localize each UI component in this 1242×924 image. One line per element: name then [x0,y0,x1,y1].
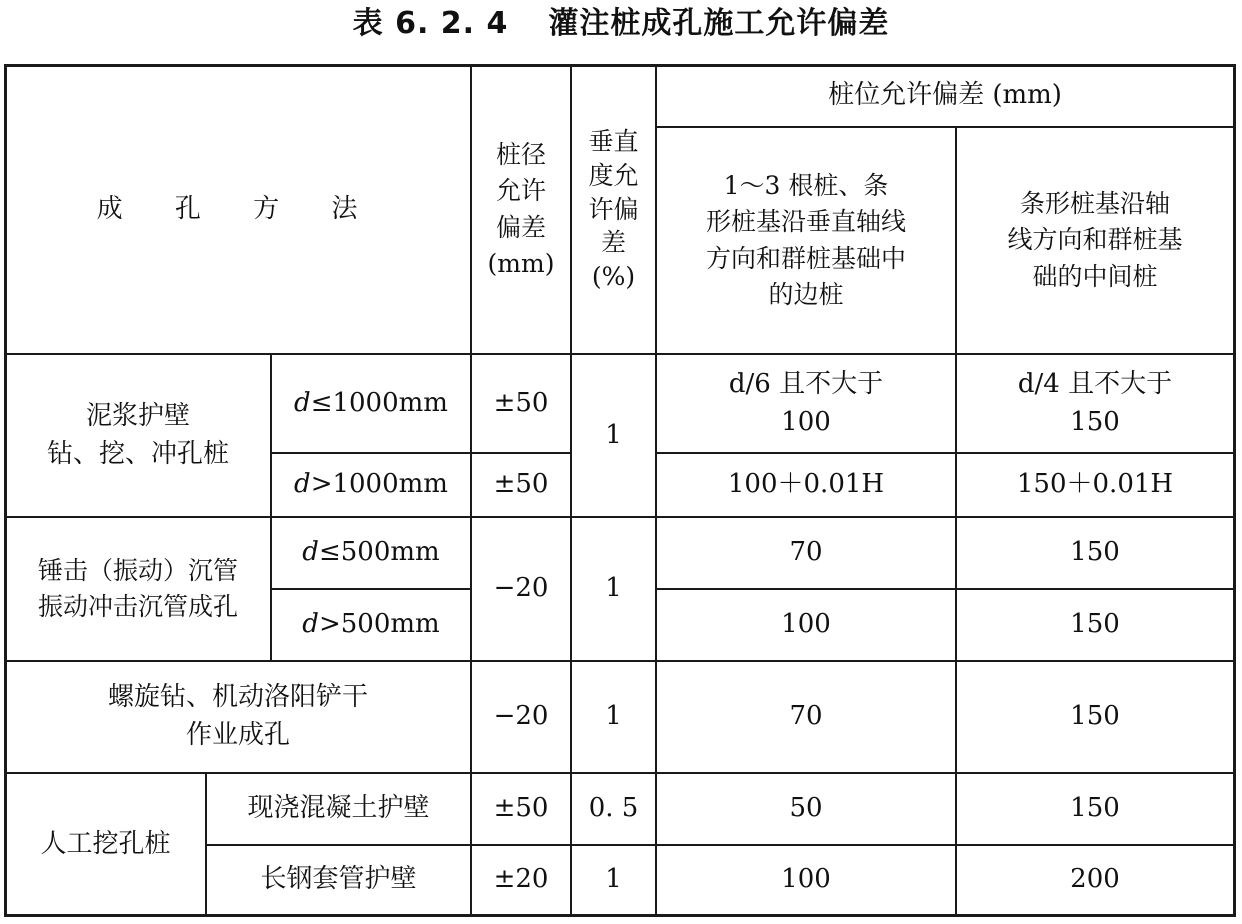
manual-diameter-2: ±20 [493,864,549,895]
mud-condition-1-text: ≤1000mm [310,387,448,418]
table-title [0,0,1242,52]
mud-diameter-1: ±50 [493,387,549,418]
hammer-vertical: 1 [605,573,622,604]
spiral-middle: 150 [1070,701,1120,732]
spiral-vertical: 1 [605,701,622,732]
header-middle-piles: 条形桩基沿轴 线方向和群桩基 础的中间桩 [1007,189,1183,291]
hammer-edge-2: 100 [781,609,831,640]
manual-diameter-1: ±50 [493,793,549,824]
mud-condition-2-var: d [294,469,311,500]
mud-condition-2-text: >1000mm [310,469,448,500]
manual-middle-1: 150 [1070,793,1120,824]
spiral-edge: 70 [789,701,823,732]
spiral-method: 螺旋钻、机动洛阳铲干 作业成孔 [107,682,368,750]
mud-diameter-2: ±50 [493,469,549,500]
mud-middle-2: 150＋0.01H [1016,469,1174,500]
spiral-diameter: −20 [493,701,549,732]
manual-vertical-1: 0. 5 [588,793,639,824]
header-edge-piles: 1～3 根桩、条 形桩基沿垂直轴线 方向和群桩基础中 的边桩 [705,171,906,309]
hammer-condition-1-var: d [302,537,319,568]
mud-method: 泥浆护壁 钻、挖、冲孔桩 [46,400,229,469]
manual-middle-2: 200 [1070,864,1120,895]
manual-condition-1: 现浇混凝土护壁 [247,793,430,824]
hammer-middle-2: 150 [1070,609,1120,640]
manual-method: 人工挖孔桩 [40,829,171,860]
mud-vertical: 1 [605,419,622,450]
hammer-middle-1: 150 [1070,537,1120,568]
manual-edge-1: 50 [789,793,823,824]
header-verticality-tolerance: 垂直 度允 许偏 差 (%) [588,127,639,292]
mud-condition-1-var: d [294,387,311,418]
table-caption: 灌注桩成孔施工允许偏差 [548,6,890,41]
manual-condition-2: 长钢套管护壁 [260,864,417,895]
table-border-right [1233,64,1236,917]
mud-edge-2: 100＋0.01H [727,469,885,500]
hammer-condition-2 [272,590,470,660]
mud-condition-2 [272,454,470,516]
header-position-tolerance: 桩位允许偏差 (mm) [828,80,1062,111]
hammer-diameter: −20 [493,573,549,604]
manual-vertical-2: 1 [605,864,622,895]
table-number: 表 6. 2. 4 [352,6,509,41]
header-method: 成 孔 方 法 [96,193,380,224]
hammer-condition-1-text: ≤500mm [318,537,440,568]
header-diameter-tolerance: 桩径 允许 偏差 (mm) [487,140,555,278]
mud-middle-1: d/4 且不大于 150 [1017,368,1173,437]
mud-condition-1 [272,355,470,452]
mud-edge-1: d/6 且不大于 100 [728,368,884,437]
hammer-edge-1: 70 [789,537,823,568]
hammer-method: 锤击（振动）沉管 振动冲击沉管成孔 [37,555,238,621]
hammer-condition-2-var: d [302,609,319,640]
hammer-condition-2-text: >500mm [318,609,440,640]
hammer-condition-1 [272,518,470,588]
manual-edge-2: 100 [781,864,831,895]
